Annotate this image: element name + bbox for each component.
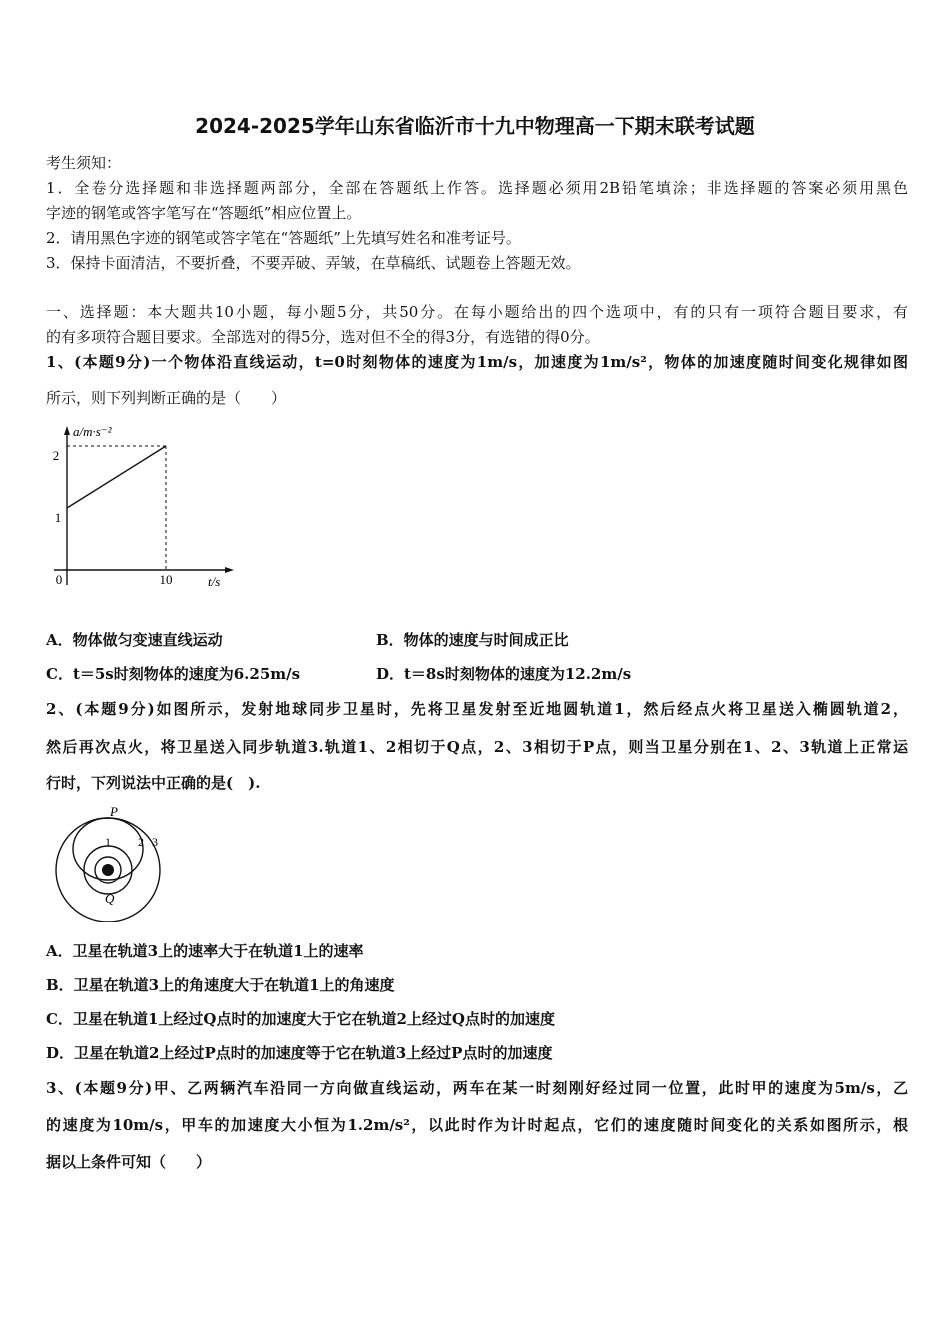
question-2-stem-cont-1: 然后再次点火，将卫星送入同步轨道3.轨道1、2相切于Q点，2、3相切于P点，则当卫星分别在1、2、3轨道上正常运: [46, 738, 908, 756]
question-1-option-a: A．物体做匀变速直线运动: [46, 631, 223, 649]
page-title: 2024-2025学年山东省临沂市十九中物理高一下期末联考试题: [195, 114, 755, 138]
question-3-stem-cont-2: 据以上条件可知（ ）: [46, 1153, 212, 1171]
notice-item-2: 2．请用黑色字迹的钢笔或答字笔在“答题纸”上先填写姓名和准考证号。: [46, 229, 521, 247]
notice-item-3: 3．保持卡面清洁，不要折叠，不要弄破、弄皱，在草稿纸、试题卷上答题无效。: [46, 254, 581, 272]
orbit-1-label: 1: [105, 835, 111, 849]
y-tick-2: 2: [52, 448, 60, 463]
y-axis-arrow: [64, 426, 70, 435]
origin-label: 0: [55, 572, 63, 587]
orbit-3-label: 3: [152, 835, 158, 849]
question-2-option-d: D．卫星在轨道2上经过P点时的加速度等于它在轨道3上经过P点时的加速度: [46, 1044, 553, 1062]
question-2-option-b: B．卫星在轨道3上的角速度大于在轨道1上的角速度: [46, 976, 395, 994]
section-1-instructions: 一、选择题：本大题共10小题，每小题5分，共50分。在每小题给出的四个选项中，有的只有一项符合题目要求，有: [46, 303, 908, 321]
x-axis-arrow: [225, 567, 234, 573]
question-2-option-a: A．卫星在轨道3上的速率大于在轨道1上的速率: [46, 942, 364, 960]
point-p-label: P: [110, 804, 118, 819]
acceleration-line: [67, 446, 166, 508]
question-2-option-c: C．卫星在轨道1上经过Q点时的加速度大于它在轨道2上经过Q点时的加速度: [46, 1010, 555, 1028]
question-1-stem-cont: 所示，则下列判断正确的是（ ）: [46, 389, 287, 407]
satellite-orbit-diagram: [50, 802, 175, 922]
notice-item-1: 1．全卷分选择题和非选择题两部分，全部在答题纸上作答。选择题必须用2B铅笔填涂；非选择题的答案必须用黑色: [46, 179, 908, 197]
y-tick-1: 1: [54, 510, 62, 525]
question-1-option-c: C．t＝5s时刻物体的速度为6.25m/s: [46, 665, 301, 683]
notice-item-1-cont: 字迹的钢笔或答字笔写在“答题纸”相应位置上。: [46, 204, 362, 222]
question-1-stem: 1、(本题9分)一个物体沿直线运动，t=0时刻物体的速度为1m/s，加速度为1m/s²，物体的加速度随时间变化规律如图: [46, 353, 908, 371]
point-q-label: Q: [105, 891, 115, 906]
x-tick-10: 10: [159, 572, 173, 587]
question-1-option-b: B．物体的速度与时间成正比: [376, 631, 569, 649]
question-3-stem: 3、(本题9分)甲、乙两辆汽车沿同一方向做直线运动，两车在某一时刻刚好经过同一位置，此时甲的速度为5m/s，乙: [46, 1079, 908, 1097]
section-1-instructions-cont: 的有多项符合题目要求。全部选对的得5分，选对但不全的得3分，有选错的得0分。: [46, 328, 600, 346]
x-axis-label: t/s: [208, 574, 221, 589]
acceleration-time-graph: [46, 420, 236, 595]
notice-heading: 考生须知：: [46, 154, 122, 172]
question-2-stem-cont-2: 行时，下列说法中正确的是( ).: [46, 774, 261, 792]
question-1-option-d: D．t＝8s时刻物体的速度为12.2m/s: [376, 665, 632, 683]
question-2-stem: 2、(本题9分)如图所示，发射地球同步卫星时，先将卫星发射至近地圆轨道1，然后经点火将卫星送入椭圆轨道2，: [46, 700, 908, 718]
orbit-2-label: 2: [138, 835, 144, 849]
earth-core: [102, 864, 114, 876]
question-3-stem-cont-1: 的速度为10m/s，甲车的加速度大小恒为1.2m/s²，以此时作为计时起点，它们的速度随时间变化的关系如图所示，根: [46, 1116, 908, 1134]
y-axis-label: a/m·s⁻²: [73, 424, 112, 439]
